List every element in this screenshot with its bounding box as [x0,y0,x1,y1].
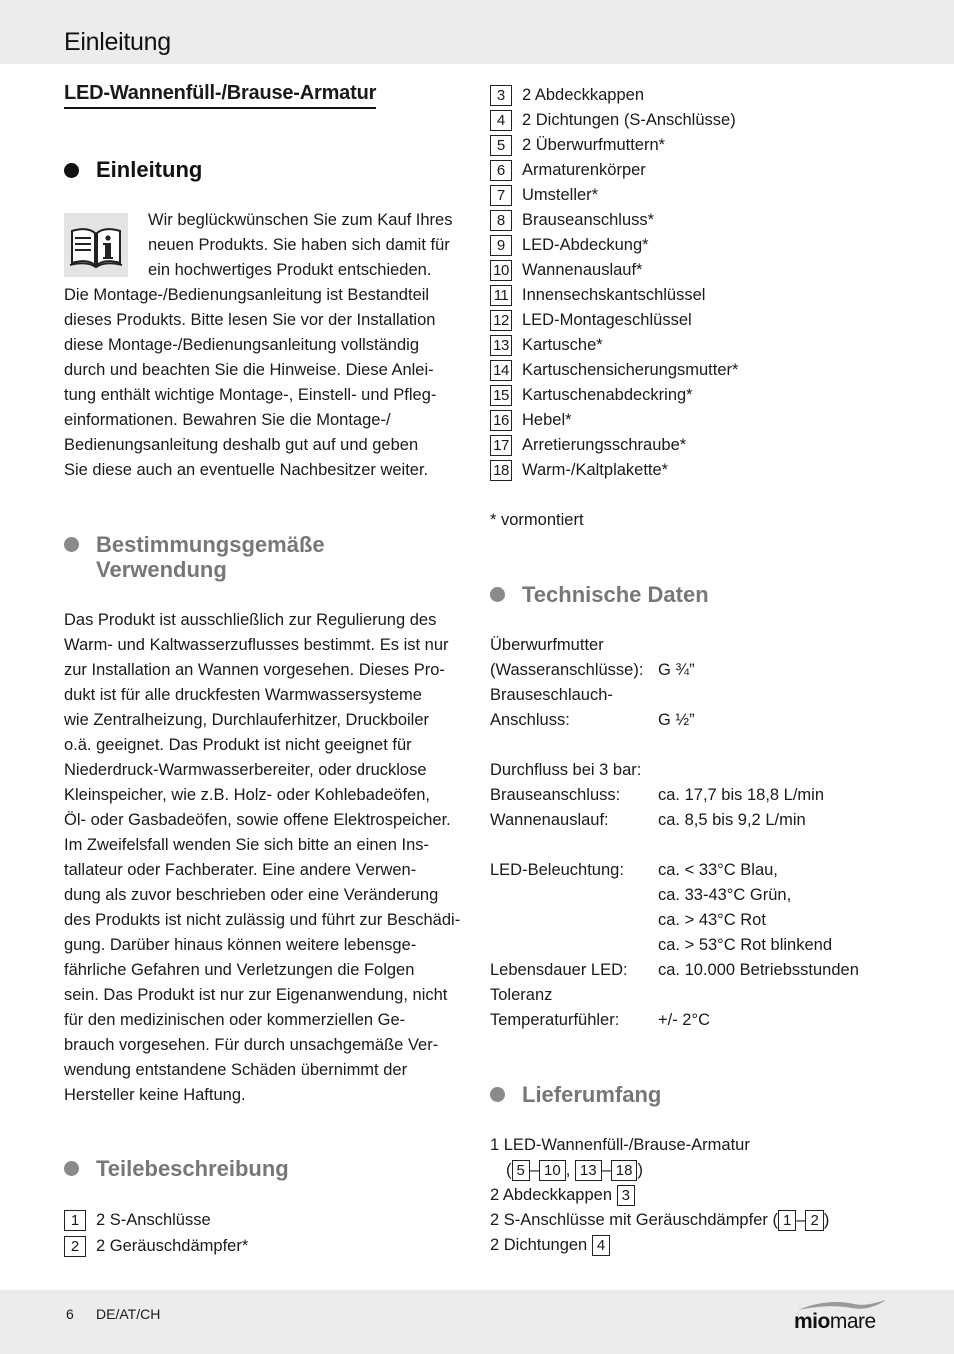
part-item [490,358,738,383]
part-item [64,1234,248,1259]
part-number: 15 [490,385,512,406]
page-number: 6 [66,1306,74,1322]
part-item [490,133,665,158]
part-label: 2 Dichtungen (S-Anschlüsse) [522,111,736,129]
part-item [490,108,736,133]
part-number: 5 [490,135,512,156]
part-number: 17 [490,435,512,456]
part-label: 2 Abdeckkappen [522,86,645,104]
part-number: 18 [490,460,512,481]
country-codes: DE/AT/CH [96,1306,161,1322]
part-item [490,233,649,258]
part-item [64,1208,211,1233]
part-number: 10 [490,260,512,281]
lieferumfang-list: 1 LED-Wannenfüll-/Brause-Armatur ( 5 – 10 , 13 – 18 ) 2 Abdeckkappen 3 2 S-Anschlüsse mit Geräuschdämpfer ( 1 – 2 ) 2 Dichtungen 4 [490,1136,830,1255]
part-label: 2 S-Anschlüsse [96,1211,211,1229]
left-column: LED-Wannenfüll-/Brause-Armatur Einleitung Wir beglückwünschen Sie zum Kauf Ihres neuen Produkts. Sie haben sich damit für ein hochwertiges Produkt entschieden. Die Montage-/Bedienungsanleitung ist Bestandteil dieses Produkts. Bitte lesen Sie vor der Installation diese Montage-/Bedienungsanleitung vollständig durch und beachten Sie die Hinweise. Diese Anlei- tung enthält wichtige Montage-, Einstell- und Pfleg- einformationen. Bewahren Sie die Montage-/ Bedienungsanleitung deshalb gut auf und geben Sie diese auch an eventuelle Nachbesitzer weiter. Bestimmungsgemäße Verwendung Das Produkt ist ausschließlich zur Regulierung des Warm- und Kaltwasserzuflusses bestimmt. Es ist nur zur Installation an Wannen vorgesehen. Dieses Pro- dukt ist für alle druckfesten Warmwassersysteme wie Zentralheizung, Durchlauferhitzer, Druckboiler o.ä. geeignet. Das Produkt ist nicht geeignet für Niederdruck-Warmwasserbereiter, oder drucklose Kleinspeicher, wie z.B. Holz- oder Kohlebadeöfen, Öl- oder Gasbadeöfen, sowie offene Elektrospeicher. Im Zweifelsfall wenden Sie sich bitte an einen Ins- tallateur oder Fachberater. Eine andere Verwen- dung als zuvor beschrieben oder eine Veränderung des Produkts ist nicht zulässig und führt zur Beschädi- gung. Darüber hinaus können weitere lebensge- fährliche Gefahren und Verletzungen die Folgen sein. Das Produkt ist nur zur Eigenanwendung, nicht für den medizinischen oder kommerziellen Ge- brauch vorgesehen. Für durch unsachgemäße Ver- wendung entstandene Schäden übernimmt der Hersteller keine Haftung. Teilebeschreibung 1 2 S-Anschlüsse 2 2 Geräuschdämpfer* [64,80,466,1280]
part-item [490,383,693,408]
part-ref: 3 [617,1185,635,1206]
part-label: Hebel* [522,411,572,429]
part-label: Umsteller* [522,186,599,204]
bullet-icon [490,1087,505,1102]
product-title: LED-Wannenfüll-/Brause-Armatur [64,82,376,109]
miomare-logo [794,1298,890,1338]
part-number: 9 [490,235,512,256]
bullet-icon [490,587,505,602]
part-number: 12 [490,310,512,331]
part-number: 2 [64,1236,86,1257]
part-item [490,83,644,108]
einleitung-text: Wir beglückwünschen Sie zum Kauf Ihres neuen Produkts. Sie haben sich damit für ein hochwertiges Produkt entschieden. Die Montage-/Bedienungsanleitung ist Bestandteil dieses Produkts. Bitte lesen Sie vor der Installation diese Montage-/Bedienungsanleitung vollständig durch und beachten Sie die Hinweise. Diese Anlei- tung enthält wichtige Montage-, Einstell- und Pfleg- einformationen. Bewahren Sie die Montage-/ Bedienungsanleitung deshalb gut auf und geben Sie diese auch an eventuelle Nachbesitzer weiter. [64,211,453,479]
part-ref: 1 [778,1210,796,1231]
part-label: Kartuschenabdeckring* [522,386,693,404]
part-label: Arretierungsschraube* [522,436,687,454]
part-label: 2 Überwurfmuttern* [522,136,666,154]
part-item [490,408,572,433]
part-label: Kartuschensicherungsmutter* [522,361,739,379]
part-item [490,283,705,308]
part-item [490,308,692,333]
part-number: 6 [490,160,512,181]
parts-footnote: * vormontiert [490,511,584,529]
verwendung-text: Das Produkt ist ausschließlich zur Regulierung des Warm- und Kaltwasserzuflusses bestimmt. Es ist nur zur Installation an Wannen vorgesehen. Dieses Pro- dukt ist für alle druckfesten Warmwassersysteme wie Zentralheizung, Durchlauferhitzer, Druckboiler o.ä. geeignet. Das Produkt ist nicht geeignet für Niederdruck-Warmwasserbereiter, oder drucklose Kleinspeicher, wie z.B. Holz- oder Kohlebadeöfen, Öl- oder Gasbadeöfen, sowie offene Elektrospeicher. Im Zweifelsfall wenden Sie sich bitte an einen Ins- tallateur oder Fachberater. Eine andere Verwen- dung als zuvor beschrieben oder eine Veränderung des Produkts ist nicht zulässig und führt zur Beschädi- gung. Darüber hinaus können weitere lebensge- fährliche Gefahren und Verletzungen die Folgen sein. Das Produkt ist nur zur Eigenanwendung, nicht für den medizinischen oder kommerziellen Ge- brauch vorgesehen. Für durch unsachgemäße Ver- wendung entstandene Schäden übernimmt der Hersteller keine Haftung. [64,611,461,1104]
logo-text: miomare [794,1310,876,1333]
tech-table: Überwurfmutter (Wasseranschlüsse): G ¾” Brauseschlauch- Anschluss: G ½” Durchfluss bei 3 bar: Brauseanschluss: ca. 17,7 bis 18,8 L/min Wannenauslauf: ca. 8,5 bis 9,2 L/min LED-Beleuchtung: ca. < 33°C Blau, ca. 33-43°C Grün, ca. > 43°C Rot ca. > 53°C Rot blinkend Lebensdauer LED: ca. 10.000 Betriebsstunden Toleranz Temperaturfühler: +/- 2°C [490,636,859,1029]
part-number: 13 [490,335,512,356]
part-number: 8 [490,210,512,231]
part-ref: 4 [592,1235,610,1256]
part-number: 4 [490,110,512,131]
part-ref: 13 [575,1160,602,1181]
bullet-icon [64,163,79,178]
part-label: Wannenauslauf* [522,261,643,279]
part-ref: 10 [539,1160,566,1181]
part-label: LED-Montageschlüssel [522,311,692,329]
bullet-icon [64,1161,79,1176]
part-label: LED-Abdeckung* [522,236,649,254]
page-header [0,0,954,64]
part-item [490,258,642,283]
part-label: 2 Geräuschdämpfer* [96,1237,249,1255]
part-number: 3 [490,85,512,106]
right-column: 3 2 Abdeckkappen 4 2 Dichtungen (S-Anschlüsse) 5 2 Überwurfmuttern* 6 Armaturenkörper 7 Umsteller* 8 Brauseanschluss* 9 LED-Abdeckung* 10 Wannenauslauf* 11 Innensechskantschlüssel 12 LED-Montageschlüssel 13 Kartusche* 14 Kartuschensicherungsmutter* 15 Kartuschenabdeckring* 16 Hebel* 17 Arretierungsschraube* 18 Warm-/Kaltplakette* * vormontiert Technische Daten Überwurfmutter (Wasseranschlüsse): G ¾” Brauseschlauch- Anschluss: G ½” Durchfluss bei 3 bar: Brauseanschluss: ca. 17,7 bis 18,8 L/min Wannenauslauf: ca. 8,5 bis 9,2 L/min LED-Beleuchtung: ca. < 33°C Blau, ca. 33-43°C Grün, ca. > 43°C Rot ca. > 53°C Rot blinkend Lebensdauer LED: ca. 10.000 Betriebsstunden Toleranz Temperaturfühler: +/- 2°C Lieferumfang 1 LED-Wannenfüll-/Brause-Armatur ( 5 – 10 , 13 – 18 ) 2 Abdeckkappen 3 2 S-Anschlüsse mit Geräuschdämpfer ( 1 – 2 ) 2 Dichtungen 4 [490,80,890,1280]
part-item [490,433,686,458]
part-item [490,183,598,208]
part-label: Brauseanschluss* [522,211,655,229]
part-number: 1 [64,1210,86,1231]
part-label: Warm-/Kaltplakette* [522,461,669,479]
part-item [490,333,603,358]
part-number: 16 [490,410,512,431]
bullet-icon [64,537,79,552]
part-number: 11 [490,285,512,306]
part-label: Innensechskantschlüssel [522,286,706,304]
part-item [490,158,646,183]
part-ref: 2 [805,1210,823,1231]
part-label: Kartusche* [522,336,603,354]
part-label: Armaturenkörper [522,161,646,179]
header-title: Einleitung [64,28,171,56]
part-item [490,458,668,483]
part-number: 7 [490,185,512,206]
part-ref: 18 [611,1160,638,1181]
part-number: 14 [490,360,512,381]
part-ref: 5 [512,1160,530,1181]
part-item [490,208,654,233]
